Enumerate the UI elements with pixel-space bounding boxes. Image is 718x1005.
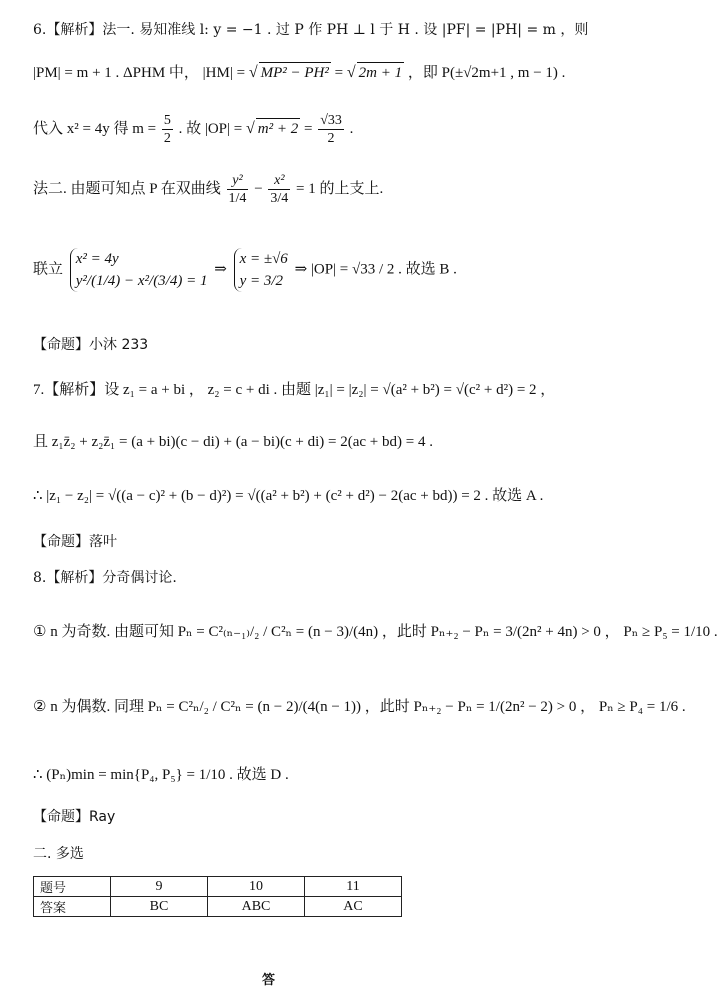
q6-line2-tail: ，即 P(±√2m+1 , m − 1) . xyxy=(407,65,566,81)
q6-line3-equals: = xyxy=(303,120,313,137)
q6-minus: − xyxy=(254,180,263,197)
q6-hyperbola-term1 xyxy=(227,172,249,207)
q6-system-lead: 联立 xyxy=(33,261,64,278)
table-cell-label: 题号 xyxy=(34,877,111,897)
section2-heading: 二. 多选 xyxy=(33,846,84,862)
q6-op-numerator: √33 xyxy=(320,113,342,128)
q6-m-numerator: 5 xyxy=(163,113,171,128)
page-footer: 答 xyxy=(262,973,276,988)
q6-line2-radical2: 2m + 1 xyxy=(357,62,404,83)
q6-system-eq1: x² = 4y xyxy=(75,251,119,267)
q6-solution-y: y = 3/2 xyxy=(239,273,284,289)
q8-case-odd: ① n 为奇数. 由题可知 Pₙ = C²₍ₙ₋₁₎/₂ / C²ₙ = (n − 3)/(4n) ，此时 Pₙ₊₂ − Pₙ = 3/(2n² + 4n) > 0 ， Pₙ ≥ P₅ = 1/10 . xyxy=(33,624,718,640)
q8-case-even: ② n 为偶数. 同理 Pₙ = C²ₙ/₂ / C²ₙ = (n − 2)/(4(n − 1)) ，此时 Pₙ₊₂ − Pₙ = 1/(2n² − 2) > 0 ， Pₙ ≥ P₄ = 1/6 . xyxy=(33,699,686,715)
q6-system-brace xyxy=(70,248,208,292)
table-cell-q10: 10 xyxy=(208,877,305,897)
q6-term1-numerator: y² xyxy=(227,172,249,190)
q6-op-denominator: 2 xyxy=(327,131,335,146)
q6-system-eq2: y²/(1/4) − x²/(3/4) = 1 xyxy=(75,273,208,289)
q6-line3-end: . xyxy=(349,120,354,137)
q8-line1: 8.【解析】分奇偶讨论. xyxy=(33,570,177,586)
q6-term1-denominator: 1/4 xyxy=(228,191,247,206)
q6-line2-equals: = xyxy=(334,65,344,81)
q6-method2-tail: = 1 的上支上. xyxy=(296,180,384,197)
q6-hyperbola-term2 xyxy=(268,172,290,207)
q6-term2-numerator: x² xyxy=(268,172,290,190)
q6-solution-tail: ⇒ |OP| = √33 / 2 . 故选 B . xyxy=(294,261,457,278)
q6-line3-radical: m² + 2 xyxy=(256,118,300,139)
answer-table xyxy=(33,876,402,917)
table-cell-a11: AC xyxy=(305,897,402,917)
q6-op-fraction xyxy=(318,112,344,147)
q6-line2: |PM| = m + 1 . ΔPHM 中， |HM| = √ MP² − PH² = √ 2m + 1 ，即 P(±√2m+1 , m − 1) . xyxy=(33,64,566,81)
q7-line2: 且 z₁z̄₂ + z₂z̄₁ = (a + bi)(c − di) + (a − bi)(c + di) = 2(ac + bd) = 4 . xyxy=(33,434,433,450)
q6-solution-x: x = ±√6 xyxy=(239,251,288,267)
table-cell-a9: BC xyxy=(111,897,208,917)
q6-line3-mid: . 故 |OP| = xyxy=(178,120,243,137)
q6-implies-arrow: ⇒ xyxy=(214,261,227,278)
answer-table-answer-row xyxy=(34,897,402,917)
answer-table-header-row xyxy=(34,877,402,897)
table-cell-label: 答案 xyxy=(34,897,111,917)
q6-line3: 代入 x² = 4y 得 m = $\frac{5}{2}$ . 故 |OP| = √ m² + 2 = $\frac{√33}{2}$ . xyxy=(33,113,354,146)
q6-method2-text: 法二. 由题可知点 P 在双曲线 xyxy=(33,180,221,197)
q6-line2-radical: MP² − PH² xyxy=(259,62,331,83)
q6-system xyxy=(33,248,457,292)
q6-method2 xyxy=(33,172,383,207)
q6-intro: 6.【解析】法一. 易知准线 l: y = −1 . 过 P 作 PH ⊥ l 于 H . 设 |PF| = |PH| = m ，则 xyxy=(33,22,589,38)
table-cell-q11: 11 xyxy=(305,877,402,897)
q8-author: 【命题】Ray xyxy=(33,809,116,825)
q7-line1: 7.【解析】设 z₁ = a + bi ， z₂ = c + di . 由题 |z₁| = |z₂| = √(a² + b²) = √(c² + d²) = 2 ， xyxy=(33,382,556,398)
q6-m-fraction xyxy=(162,112,173,147)
q6-line3-text: 代入 x² = 4y 得 m = xyxy=(33,120,157,137)
q6-term2-denominator: 3/4 xyxy=(270,191,289,206)
q7-line3: ∴ |z₁ − z₂| = √((a − c)² + (b − d)²) = √((a² + b²) + (c² + d²) − 2(ac + bd)) = 2 . 故选 A . xyxy=(33,488,544,504)
table-cell-a10: ABC xyxy=(208,897,305,917)
q7-author: 【命题】落叶 xyxy=(33,534,117,550)
q6-solution-brace xyxy=(234,248,288,292)
q8-conclusion: ∴ (Pₙ)min = min{P₄, P₅} = 1/10 . 故选 D . xyxy=(33,767,289,783)
q6-author: 【命题】小沐 233 xyxy=(33,337,149,353)
q6-line2-text: |PM| = m + 1 . ΔPHM 中， |HM| = xyxy=(33,65,246,81)
q6-m-denominator: 2 xyxy=(163,131,171,146)
table-cell-q9: 9 xyxy=(111,877,208,897)
